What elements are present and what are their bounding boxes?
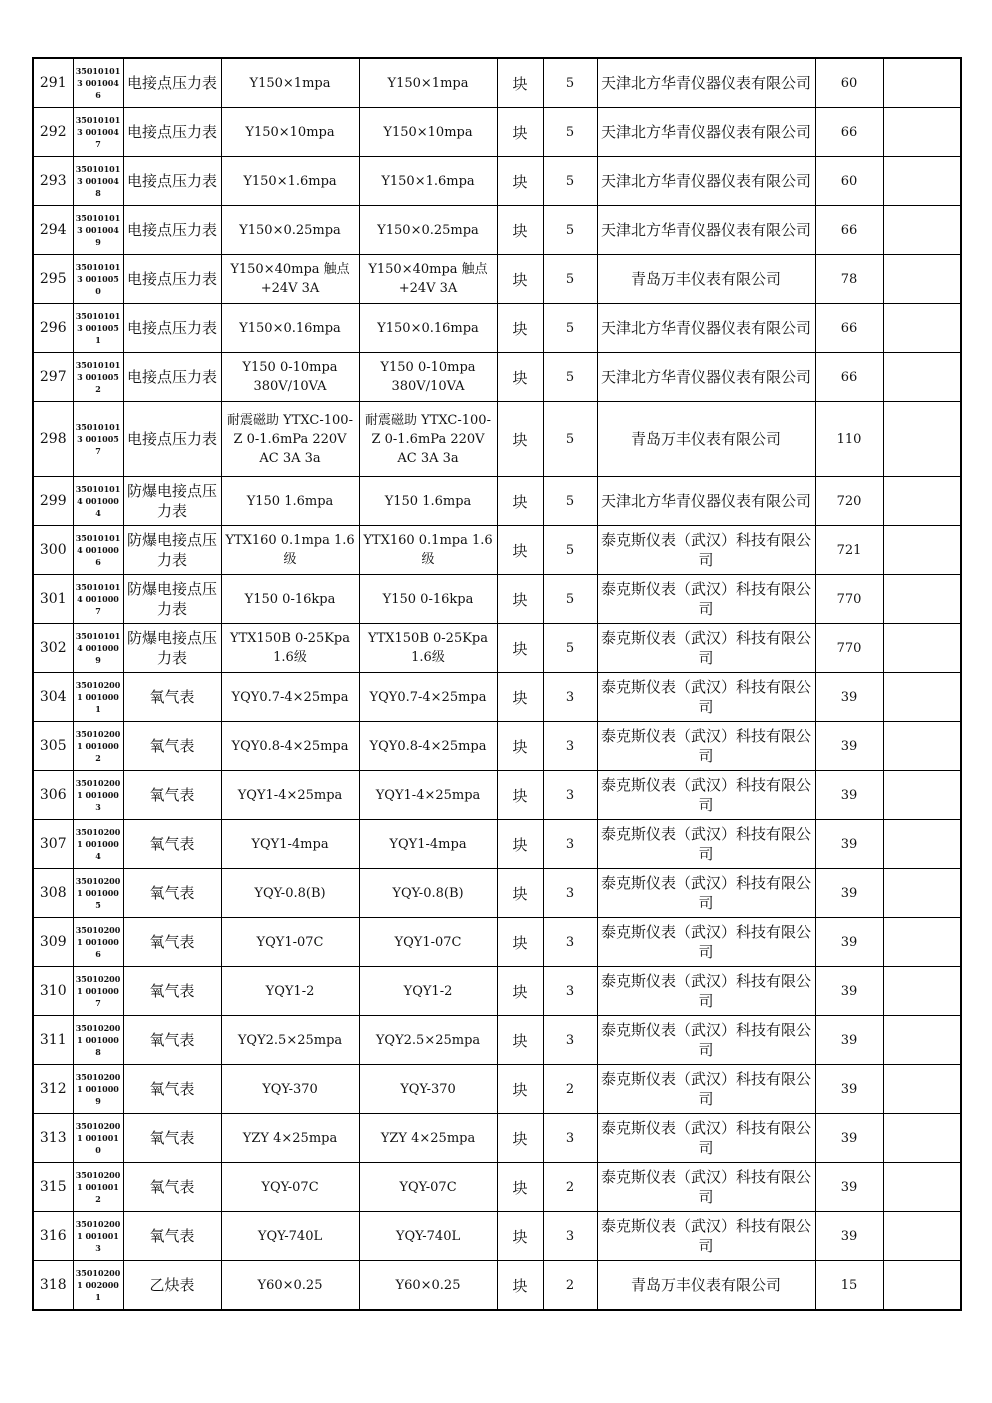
item-name-cell: 氧气表: [123, 820, 221, 869]
remark-cell: [883, 967, 961, 1016]
row-number-cell: 308: [33, 869, 73, 918]
row-number-cell: 310: [33, 967, 73, 1016]
table-row: [33, 1163, 961, 1212]
specification-cell: YQY0.7-4×25mpa: [221, 673, 359, 722]
item-name-cell: 氧气表: [123, 1163, 221, 1212]
unit-cell: 块: [497, 402, 543, 477]
material-code-cell: 350101013 0010048: [73, 157, 123, 206]
quantity-cell: 5: [543, 526, 597, 575]
remark-cell: [883, 820, 961, 869]
manufacturer-cell: 泰克斯仪表（武汉）科技有限公司: [597, 624, 815, 673]
quantity-cell: 5: [543, 58, 597, 108]
quantity-cell: 5: [543, 624, 597, 673]
manufacturer-cell: 泰克斯仪表（武汉）科技有限公司: [597, 1163, 815, 1212]
model-number-cell: YQY0.7-4×25mpa: [359, 673, 497, 722]
model-number-cell: Y150×10mpa: [359, 108, 497, 157]
model-number-cell: YQY-740L: [359, 1212, 497, 1261]
unit-cell: 块: [497, 1261, 543, 1311]
item-name-cell: 氧气表: [123, 869, 221, 918]
item-name-cell: 电接点压力表: [123, 58, 221, 108]
quantity-cell: 3: [543, 1212, 597, 1261]
material-code-cell: 350102001 0010013: [73, 1212, 123, 1261]
manufacturer-cell: 天津北方华青仪器仪表有限公司: [597, 353, 815, 402]
table-row: [33, 771, 961, 820]
specification-cell: Y150×0.25mpa: [221, 206, 359, 255]
unit-price-cell: 60: [815, 157, 883, 206]
row-number-cell: 302: [33, 624, 73, 673]
model-number-cell: Y150×0.25mpa: [359, 206, 497, 255]
unit-price-cell: 66: [815, 206, 883, 255]
unit-price-cell: 60: [815, 58, 883, 108]
material-code-cell: 350102001 0010002: [73, 722, 123, 771]
row-number-cell: 291: [33, 58, 73, 108]
item-name-cell: 氧气表: [123, 673, 221, 722]
table-row: [33, 108, 961, 157]
item-name-cell: 电接点压力表: [123, 304, 221, 353]
table-row: [33, 820, 961, 869]
row-number-cell: 312: [33, 1065, 73, 1114]
manufacturer-cell: 天津北方华青仪器仪表有限公司: [597, 157, 815, 206]
specification-cell: 耐震磁助 YTXC-100-Z 0-1.6mPa 220V AC 3A 3a: [221, 402, 359, 477]
price-list-table: [32, 57, 962, 1311]
quantity-cell: 5: [543, 157, 597, 206]
specification-cell: YQY1-2: [221, 967, 359, 1016]
material-code-cell: 350102001 0010004: [73, 820, 123, 869]
material-code-cell: 350102001 0010006: [73, 918, 123, 967]
table-row: [33, 304, 961, 353]
table-row: [33, 918, 961, 967]
remark-cell: [883, 304, 961, 353]
table-row: [33, 1016, 961, 1065]
manufacturer-cell: 泰克斯仪表（武汉）科技有限公司: [597, 967, 815, 1016]
remark-cell: [883, 673, 961, 722]
manufacturer-cell: 泰克斯仪表（武汉）科技有限公司: [597, 1212, 815, 1261]
model-number-cell: Y150×40mpa 触点+24V 3A: [359, 255, 497, 304]
unit-price-cell: 39: [815, 673, 883, 722]
manufacturer-cell: 泰克斯仪表（武汉）科技有限公司: [597, 918, 815, 967]
unit-cell: 块: [497, 673, 543, 722]
unit-price-cell: 66: [815, 353, 883, 402]
specification-cell: YQY-740L: [221, 1212, 359, 1261]
table-row: [33, 526, 961, 575]
table-body: [33, 58, 961, 1310]
unit-price-cell: 39: [815, 1065, 883, 1114]
unit-price-cell: 110: [815, 402, 883, 477]
unit-cell: 块: [497, 157, 543, 206]
unit-price-cell: 39: [815, 771, 883, 820]
model-number-cell: YQY1-07C: [359, 918, 497, 967]
row-number-cell: 299: [33, 477, 73, 526]
row-number-cell: 293: [33, 157, 73, 206]
remark-cell: [883, 918, 961, 967]
specification-cell: YTX160 0.1mpa 1.6级: [221, 526, 359, 575]
item-name-cell: 电接点压力表: [123, 206, 221, 255]
quantity-cell: 5: [543, 206, 597, 255]
model-number-cell: YQY2.5×25mpa: [359, 1016, 497, 1065]
material-code-cell: 350102001 0010001: [73, 673, 123, 722]
unit-cell: 块: [497, 624, 543, 673]
table-row: [33, 967, 961, 1016]
material-code-cell: 350101014 0010007: [73, 575, 123, 624]
table-row: [33, 869, 961, 918]
unit-cell: 块: [497, 304, 543, 353]
quantity-cell: 3: [543, 771, 597, 820]
item-name-cell: 电接点压力表: [123, 108, 221, 157]
table-row: [33, 1212, 961, 1261]
specification-cell: YQY0.8-4×25mpa: [221, 722, 359, 771]
row-number-cell: 295: [33, 255, 73, 304]
specification-cell: YQY1-07C: [221, 918, 359, 967]
manufacturer-cell: 泰克斯仪表（武汉）科技有限公司: [597, 771, 815, 820]
quantity-cell: 5: [543, 353, 597, 402]
item-name-cell: 防爆电接点压力表: [123, 477, 221, 526]
item-name-cell: 氧气表: [123, 722, 221, 771]
item-name-cell: 氧气表: [123, 967, 221, 1016]
remark-cell: [883, 1065, 961, 1114]
remark-cell: [883, 1163, 961, 1212]
table-row: [33, 157, 961, 206]
item-name-cell: 防爆电接点压力表: [123, 575, 221, 624]
material-code-cell: 350101013 0010052: [73, 353, 123, 402]
unit-cell: 块: [497, 1212, 543, 1261]
item-name-cell: 氧气表: [123, 1065, 221, 1114]
table-row: [33, 58, 961, 108]
specification-cell: YQY-370: [221, 1065, 359, 1114]
unit-price-cell: 39: [815, 1114, 883, 1163]
quantity-cell: 5: [543, 402, 597, 477]
remark-cell: [883, 1261, 961, 1311]
manufacturer-cell: 泰克斯仪表（武汉）科技有限公司: [597, 1114, 815, 1163]
model-number-cell: Y150×0.16mpa: [359, 304, 497, 353]
unit-price-cell: 78: [815, 255, 883, 304]
remark-cell: [883, 526, 961, 575]
remark-cell: [883, 869, 961, 918]
row-number-cell: 313: [33, 1114, 73, 1163]
specification-cell: YQY1-4×25mpa: [221, 771, 359, 820]
quantity-cell: 3: [543, 820, 597, 869]
model-number-cell: YQY-0.8(B): [359, 869, 497, 918]
item-name-cell: 防爆电接点压力表: [123, 526, 221, 575]
unit-price-cell: 39: [815, 918, 883, 967]
row-number-cell: 316: [33, 1212, 73, 1261]
model-number-cell: YQY1-2: [359, 967, 497, 1016]
remark-cell: [883, 575, 961, 624]
specification-cell: Y60×0.25: [221, 1261, 359, 1311]
manufacturer-cell: 泰克斯仪表（武汉）科技有限公司: [597, 820, 815, 869]
quantity-cell: 5: [543, 477, 597, 526]
model-number-cell: YQY1-4mpa: [359, 820, 497, 869]
item-name-cell: 电接点压力表: [123, 353, 221, 402]
remark-cell: [883, 402, 961, 477]
material-code-cell: 350101013 0010046: [73, 58, 123, 108]
remark-cell: [883, 255, 961, 304]
material-code-cell: 350101013 0010051: [73, 304, 123, 353]
material-code-cell: 350101014 0010006: [73, 526, 123, 575]
row-number-cell: 304: [33, 673, 73, 722]
manufacturer-cell: 青岛万丰仪表有限公司: [597, 255, 815, 304]
item-name-cell: 氧气表: [123, 1212, 221, 1261]
remark-cell: [883, 157, 961, 206]
manufacturer-cell: 泰克斯仪表（武汉）科技有限公司: [597, 575, 815, 624]
unit-cell: 块: [497, 1065, 543, 1114]
model-number-cell: YQY-370: [359, 1065, 497, 1114]
material-code-cell: 350101013 0010049: [73, 206, 123, 255]
specification-cell: YQY-0.8(B): [221, 869, 359, 918]
material-code-cell: 350101014 0010009: [73, 624, 123, 673]
unit-cell: 块: [497, 58, 543, 108]
material-code-cell: 350102001 0010008: [73, 1016, 123, 1065]
material-code-cell: 350102001 0020001: [73, 1261, 123, 1311]
manufacturer-cell: 泰克斯仪表（武汉）科技有限公司: [597, 1065, 815, 1114]
manufacturer-cell: 天津北方华青仪器仪表有限公司: [597, 58, 815, 108]
item-name-cell: 乙炔表: [123, 1261, 221, 1311]
row-number-cell: 300: [33, 526, 73, 575]
table-row: [33, 255, 961, 304]
model-number-cell: Y150×1mpa: [359, 58, 497, 108]
remark-cell: [883, 624, 961, 673]
remark-cell: [883, 108, 961, 157]
remark-cell: [883, 1114, 961, 1163]
unit-price-cell: 39: [815, 1163, 883, 1212]
item-name-cell: 防爆电接点压力表: [123, 624, 221, 673]
unit-cell: 块: [497, 353, 543, 402]
specification-cell: Y150×1.6mpa: [221, 157, 359, 206]
unit-cell: 块: [497, 477, 543, 526]
model-number-cell: 耐震磁助 YTXC-100-Z 0-1.6mPa 220V AC 3A 3a: [359, 402, 497, 477]
quantity-cell: 3: [543, 869, 597, 918]
model-number-cell: YQY1-4×25mpa: [359, 771, 497, 820]
unit-price-cell: 66: [815, 108, 883, 157]
row-number-cell: 298: [33, 402, 73, 477]
unit-cell: 块: [497, 526, 543, 575]
quantity-cell: 2: [543, 1261, 597, 1311]
model-number-cell: YTX160 0.1mpa 1.6级: [359, 526, 497, 575]
model-number-cell: Y150×1.6mpa: [359, 157, 497, 206]
model-number-cell: YTX150B 0-25Kpa 1.6级: [359, 624, 497, 673]
row-number-cell: 305: [33, 722, 73, 771]
unit-price-cell: 770: [815, 624, 883, 673]
material-code-cell: 350102001 0010012: [73, 1163, 123, 1212]
manufacturer-cell: 青岛万丰仪表有限公司: [597, 402, 815, 477]
model-number-cell: YZY 4×25mpa: [359, 1114, 497, 1163]
row-number-cell: 297: [33, 353, 73, 402]
remark-cell: [883, 771, 961, 820]
manufacturer-cell: 泰克斯仪表（武汉）科技有限公司: [597, 673, 815, 722]
specification-cell: Y150 1.6mpa: [221, 477, 359, 526]
table-row: [33, 624, 961, 673]
unit-cell: 块: [497, 1016, 543, 1065]
manufacturer-cell: 泰克斯仪表（武汉）科技有限公司: [597, 869, 815, 918]
manufacturer-cell: 天津北方华青仪器仪表有限公司: [597, 477, 815, 526]
unit-cell: 块: [497, 918, 543, 967]
item-name-cell: 电接点压力表: [123, 255, 221, 304]
specification-cell: YTX150B 0-25Kpa 1.6级: [221, 624, 359, 673]
row-number-cell: 292: [33, 108, 73, 157]
specification-cell: YQY-07C: [221, 1163, 359, 1212]
unit-price-cell: 721: [815, 526, 883, 575]
specification-cell: YZY 4×25mpa: [221, 1114, 359, 1163]
specification-cell: Y150×0.16mpa: [221, 304, 359, 353]
material-code-cell: 350102001 0010003: [73, 771, 123, 820]
table-row: [33, 575, 961, 624]
quantity-cell: 2: [543, 1065, 597, 1114]
specification-cell: Y150 0-16kpa: [221, 575, 359, 624]
quantity-cell: 3: [543, 967, 597, 1016]
unit-price-cell: 39: [815, 1212, 883, 1261]
model-number-cell: YQY-07C: [359, 1163, 497, 1212]
row-number-cell: 315: [33, 1163, 73, 1212]
unit-price-cell: 39: [815, 1016, 883, 1065]
model-number-cell: Y150 0-16kpa: [359, 575, 497, 624]
quantity-cell: 5: [543, 108, 597, 157]
row-number-cell: 311: [33, 1016, 73, 1065]
unit-cell: 块: [497, 722, 543, 771]
remark-cell: [883, 477, 961, 526]
unit-price-cell: 39: [815, 820, 883, 869]
manufacturer-cell: 天津北方华青仪器仪表有限公司: [597, 108, 815, 157]
unit-cell: 块: [497, 206, 543, 255]
unit-cell: 块: [497, 255, 543, 304]
material-code-cell: 350101013 0010047: [73, 108, 123, 157]
table-row: [33, 353, 961, 402]
table-row: [33, 206, 961, 255]
table-row: [33, 1065, 961, 1114]
manufacturer-cell: 泰克斯仪表（武汉）科技有限公司: [597, 526, 815, 575]
unit-price-cell: 720: [815, 477, 883, 526]
unit-price-cell: 66: [815, 304, 883, 353]
quantity-cell: 5: [543, 304, 597, 353]
row-number-cell: 306: [33, 771, 73, 820]
material-code-cell: 350102001 0010010: [73, 1114, 123, 1163]
model-number-cell: YQY0.8-4×25mpa: [359, 722, 497, 771]
item-name-cell: 氧气表: [123, 771, 221, 820]
model-number-cell: Y150 0-10mpa 380V/10VA: [359, 353, 497, 402]
quantity-cell: 3: [543, 1114, 597, 1163]
remark-cell: [883, 1016, 961, 1065]
remark-cell: [883, 206, 961, 255]
unit-cell: 块: [497, 820, 543, 869]
manufacturer-cell: 天津北方华青仪器仪表有限公司: [597, 304, 815, 353]
row-number-cell: 307: [33, 820, 73, 869]
unit-cell: 块: [497, 108, 543, 157]
remark-cell: [883, 722, 961, 771]
unit-price-cell: 39: [815, 869, 883, 918]
row-number-cell: 301: [33, 575, 73, 624]
specification-cell: YQY1-4mpa: [221, 820, 359, 869]
material-code-cell: 350101013 0010057: [73, 402, 123, 477]
unit-price-cell: 15: [815, 1261, 883, 1311]
quantity-cell: 2: [543, 1163, 597, 1212]
unit-cell: 块: [497, 967, 543, 1016]
specification-cell: Y150×40mpa 触点+24V 3A: [221, 255, 359, 304]
row-number-cell: 318: [33, 1261, 73, 1311]
item-name-cell: 氧气表: [123, 1016, 221, 1065]
row-number-cell: 296: [33, 304, 73, 353]
row-number-cell: 294: [33, 206, 73, 255]
unit-cell: 块: [497, 575, 543, 624]
table-row: [33, 1261, 961, 1311]
unit-price-cell: 39: [815, 967, 883, 1016]
manufacturer-cell: 青岛万丰仪表有限公司: [597, 1261, 815, 1311]
quantity-cell: 5: [543, 255, 597, 304]
quantity-cell: 3: [543, 673, 597, 722]
material-code-cell: 350102001 0010007: [73, 967, 123, 1016]
specification-cell: YQY2.5×25mpa: [221, 1016, 359, 1065]
specification-cell: Y150×10mpa: [221, 108, 359, 157]
table-row: [33, 1114, 961, 1163]
manufacturer-cell: 泰克斯仪表（武汉）科技有限公司: [597, 1016, 815, 1065]
remark-cell: [883, 1212, 961, 1261]
remark-cell: [883, 58, 961, 108]
unit-cell: 块: [497, 771, 543, 820]
material-code-cell: 350101014 0010004: [73, 477, 123, 526]
unit-cell: 块: [497, 869, 543, 918]
item-name-cell: 电接点压力表: [123, 402, 221, 477]
model-number-cell: Y60×0.25: [359, 1261, 497, 1311]
manufacturer-cell: 泰克斯仪表（武汉）科技有限公司: [597, 722, 815, 771]
table-row: [33, 402, 961, 477]
unit-price-cell: 770: [815, 575, 883, 624]
item-name-cell: 氧气表: [123, 918, 221, 967]
remark-cell: [883, 353, 961, 402]
unit-cell: 块: [497, 1163, 543, 1212]
quantity-cell: 3: [543, 1016, 597, 1065]
material-code-cell: 350102001 0010005: [73, 869, 123, 918]
table-row: [33, 673, 961, 722]
specification-cell: Y150×1mpa: [221, 58, 359, 108]
quantity-cell: 3: [543, 918, 597, 967]
manufacturer-cell: 天津北方华青仪器仪表有限公司: [597, 206, 815, 255]
item-name-cell: 电接点压力表: [123, 157, 221, 206]
table-row: [33, 722, 961, 771]
model-number-cell: Y150 1.6mpa: [359, 477, 497, 526]
unit-cell: 块: [497, 1114, 543, 1163]
specification-cell: Y150 0-10mpa 380V/10VA: [221, 353, 359, 402]
material-code-cell: 350102001 0010009: [73, 1065, 123, 1114]
quantity-cell: 5: [543, 575, 597, 624]
row-number-cell: 309: [33, 918, 73, 967]
material-code-cell: 350101013 0010050: [73, 255, 123, 304]
unit-price-cell: 39: [815, 722, 883, 771]
quantity-cell: 3: [543, 722, 597, 771]
table-row: [33, 477, 961, 526]
item-name-cell: 氧气表: [123, 1114, 221, 1163]
